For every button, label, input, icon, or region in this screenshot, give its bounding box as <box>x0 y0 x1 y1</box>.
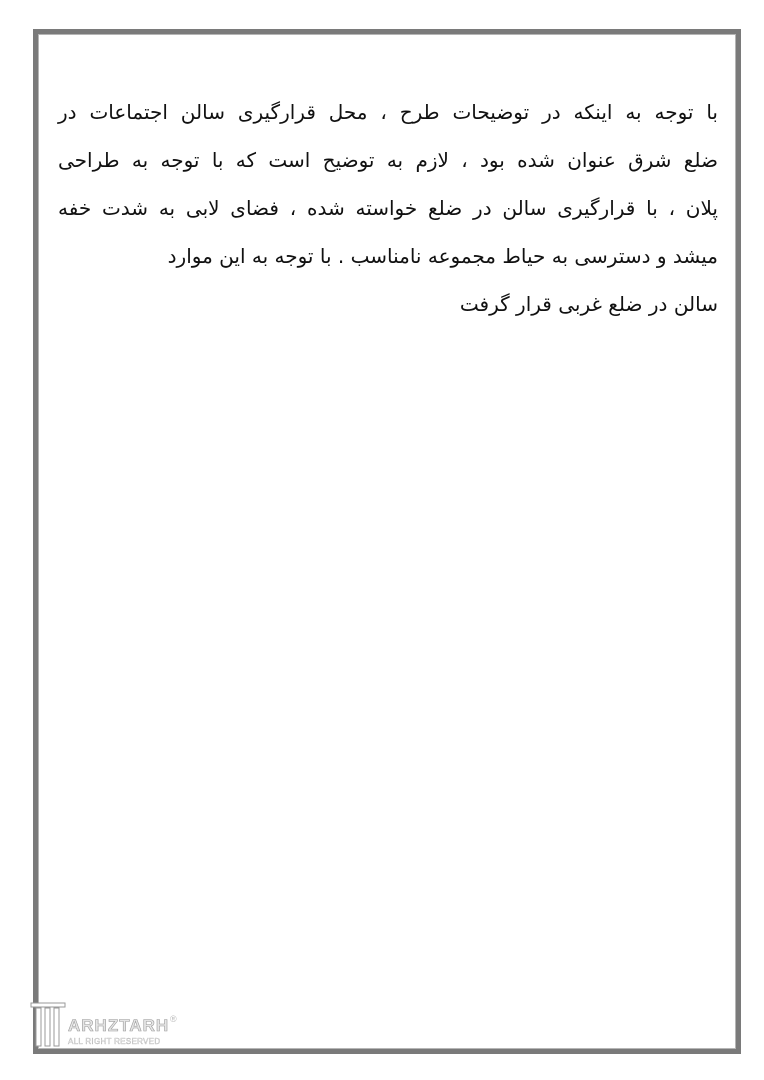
watermark <box>30 1000 190 1050</box>
paragraph-line: ضلع شرق عنوان شده بود ، لازم به توضیح است که با توجه به طراحی <box>58 148 718 172</box>
column-logo-icon <box>30 1000 66 1048</box>
paragraph-line: سالن در ضلع غربی قرار گرفت <box>459 292 718 316</box>
body-paragraph <box>58 88 718 328</box>
watermark-subtitle: ALL RIGHT RESERVED <box>68 1037 161 1046</box>
paragraph-line: میشد و دسترسی به حیاط مجموعه نامناسب . با توجه به این موارد <box>167 244 718 268</box>
paragraph-line: با توجه به اینکه در توضیحات طرح ، محل قرارگیری سالن اجتماعات در <box>58 100 718 124</box>
paragraph-line: پلان ، با قرارگیری سالن در ضلع خواسته شده ، فضای لابی به شدت خفه <box>58 196 718 220</box>
watermark-brand: ARHZTARH <box>68 1016 170 1035</box>
page-frame <box>33 29 741 1054</box>
registered-mark: ® <box>170 1014 177 1024</box>
